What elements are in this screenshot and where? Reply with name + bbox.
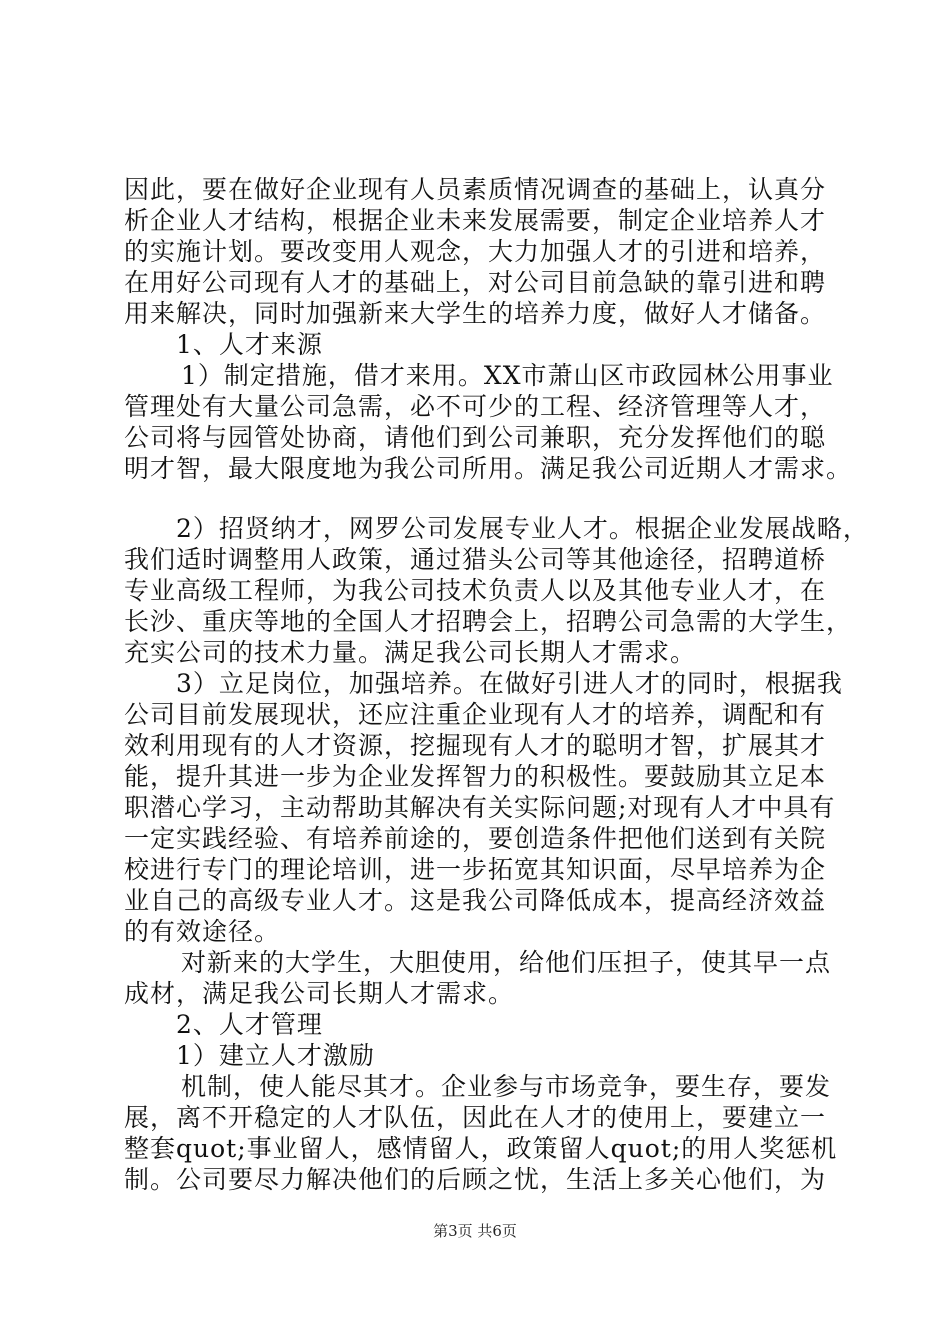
- paragraph-line: 在用好公司现有人才的基础上，对公司目前急缺的靠引进和聘: [124, 268, 827, 297]
- paragraph-line: 能，提升其进一步为企业发挥智力的积极性。要鼓励其立足本: [124, 762, 827, 791]
- paragraph-line: 管理处有大量公司急需，必不可少的工程、经济管理等人才，: [124, 392, 827, 421]
- paragraph-line: 因此，要在做好企业现有人员素质情况调查的基础上，认真分: [124, 175, 827, 204]
- paragraph-line: 对新来的大学生，大胆使用，给他们压担子，使其早一点: [181, 948, 832, 977]
- paragraph-line: 机制，使人能尽其才。企业参与市场竞争，要生存，要发: [181, 1072, 832, 1101]
- paragraph-line: 公司目前发展现状，还应注重企业现有人才的培养，调配和有: [124, 700, 827, 729]
- section-heading: 1、人才来源: [176, 330, 323, 359]
- paragraph-line: 校进行专门的理论培训，进一步拓宽其知识面，尽早培养为企: [124, 855, 827, 884]
- paragraph-line: 展，离不开稳定的人才队伍，因此在人才的使用上，要建立一: [124, 1103, 827, 1132]
- page-number-footer: 第3页 共6页: [433, 1222, 517, 1240]
- paragraph-line: 充实公司的技术力量。满足我公司长期人才需求。: [124, 638, 697, 667]
- paragraph-line: 长沙、重庆等地的全国人才招聘会上，招聘公司急需的大学生，: [124, 607, 853, 636]
- paragraph-line: 2）招贤纳才，网罗公司发展专业人才。根据企业发展战略，: [176, 514, 869, 543]
- paragraph-line: 的有效途径。: [124, 917, 281, 946]
- paragraph-line: 效利用现有的人才资源，挖掘现有人才的聪明才智，扩展其才: [124, 731, 827, 760]
- paragraph-line: 制。公司要尽力解决他们的后顾之忧，生活上多关心他们，为: [124, 1165, 827, 1194]
- paragraph-line: 3）立足岗位，加强培养。在做好引进人才的同时，根据我: [176, 669, 843, 698]
- paragraph-line: 用来解决，同时加强新来大学生的培养力度，做好人才储备。: [124, 299, 827, 328]
- paragraph-line: 业自己的高级专业人才。这是我公司降低成本，提高经济效益: [124, 886, 827, 915]
- paragraph-line: 的实施计划。要改变用人观念，大力加强人才的引进和培养，: [124, 237, 827, 266]
- paragraph-line: 1）制定措施，借才来用。XX市萧山区市政园林公用事业: [181, 361, 834, 390]
- paragraph-line: 析企业人才结构，根据企业未来发展需要，制定企业培养人才: [124, 206, 827, 235]
- paragraph-line: 我们适时调整用人政策，通过猎头公司等其他途径，招聘道桥: [124, 545, 827, 574]
- paragraph-line: 明才智，最大限度地为我公司所用。满足我公司近期人才需求。: [124, 454, 853, 483]
- paragraph-line: 整套quot;事业留人，感情留人，政策留人quot;的用人奖惩机: [124, 1134, 838, 1163]
- paragraph-line: 职潜心学习，主动帮助其解决有关实际问题;对现有人才中具有: [124, 793, 836, 822]
- paragraph-line: 专业高级工程师，为我公司技术负责人以及其他专业人才，在: [124, 576, 827, 605]
- paragraph-line: 公司将与园管处协商，请他们到公司兼职，充分发挥他们的聪: [124, 423, 827, 452]
- section-heading: 2、人才管理: [176, 1010, 323, 1039]
- paragraph-line: 1）建立人才激励: [176, 1041, 375, 1070]
- paragraph-line: 一定实践经验、有培养前途的，要创造条件把他们送到有关院: [124, 824, 827, 853]
- paragraph-line: 成材，满足我公司长期人才需求。: [124, 979, 515, 1008]
